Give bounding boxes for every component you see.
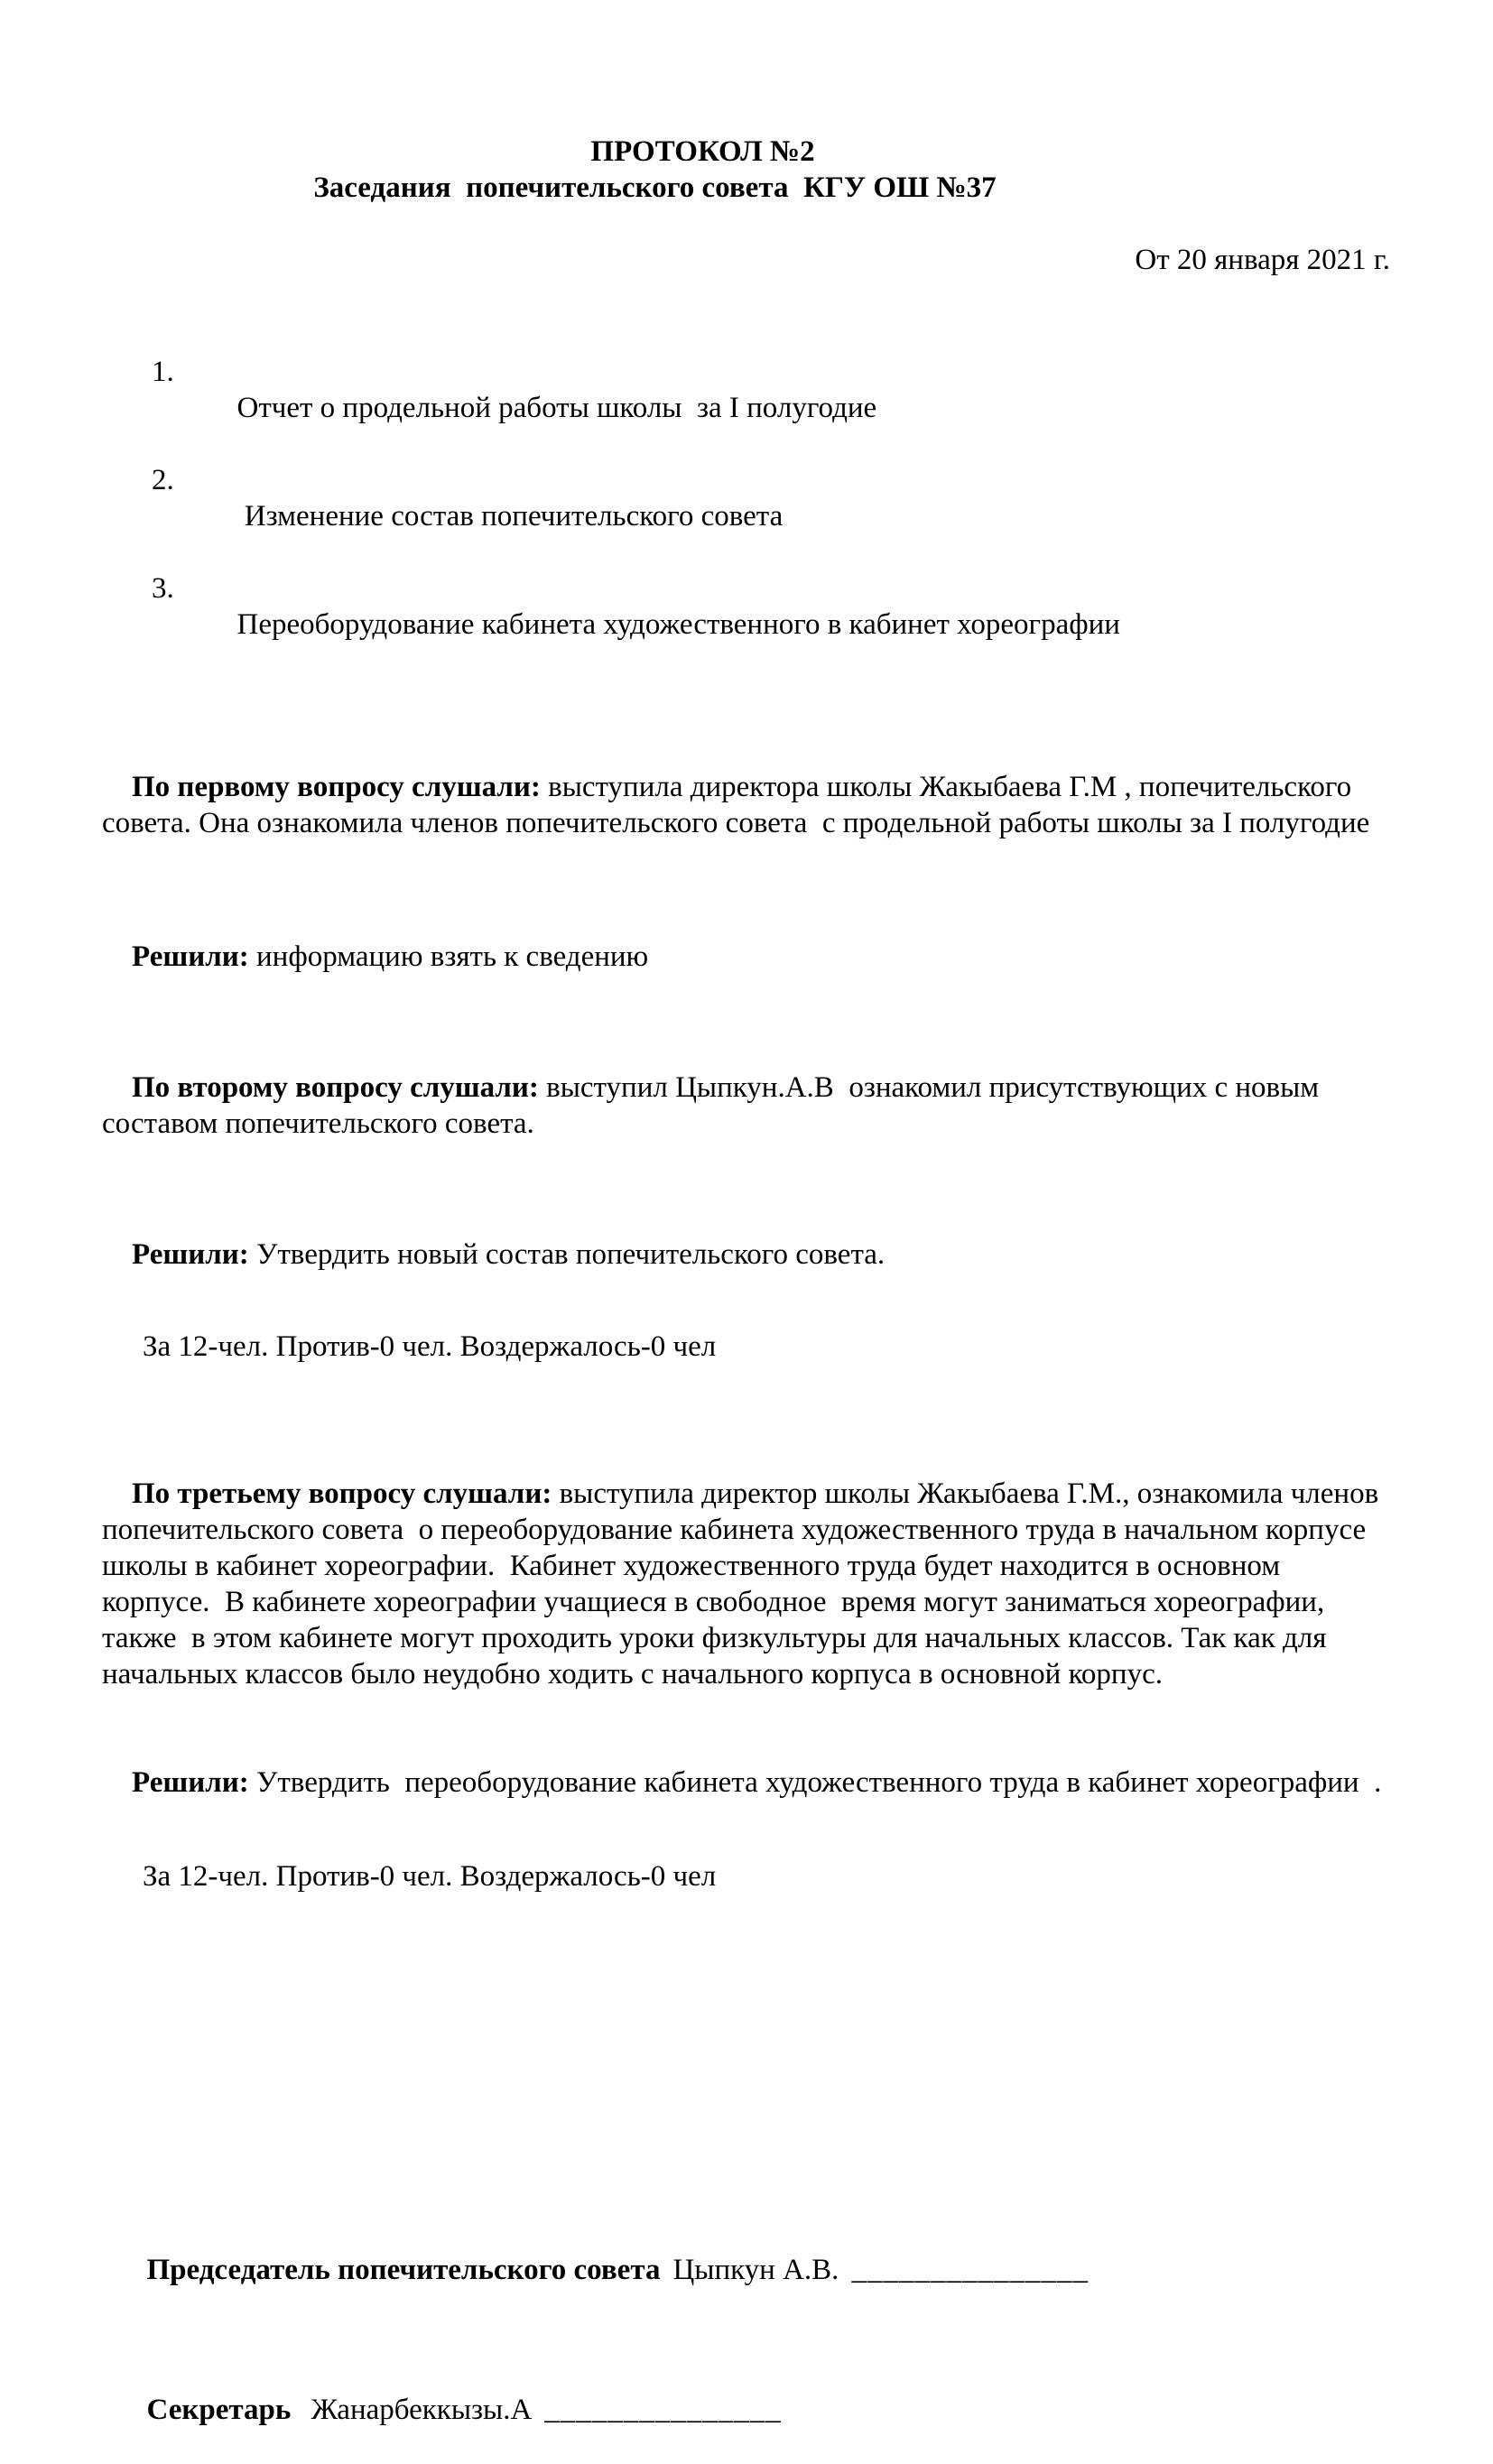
agenda-item-1 [102,354,1390,462]
chairman-role-label: Председатель попечительского совета [146,2254,661,2286]
agenda-item-1-text: Отчет о продельной работы школы за I полугодие [236,392,877,424]
question-3-heading: По третьему вопросу слушали: [132,1477,552,1510]
vote-result-2: За 12-чел. Против-0 чел. Воздержалось-0 чел [143,1860,717,1893]
resolution-2-paragraph [102,1200,1390,1309]
question-3-paragraph [102,1440,1390,1728]
agenda-item-3-text: Переоборудование кабинета художественного в кабинет хореографии [236,608,1120,641]
resolution-1-text: информацию взять к сведению [248,940,649,973]
resolution-2-heading: Решили: [132,1238,249,1271]
chairman-signature-line: _______________ [851,2254,1089,2286]
resolution-1-heading: Решили: [132,940,249,973]
resolution-2-text: Утвердить новый состав попечительского совета. [248,1238,886,1271]
agenda-item-3 [102,570,1390,679]
agenda-item-2 [102,462,1390,570]
agenda-item-2-text: Изменение состав попечительского совета [236,500,784,533]
resolution-3-text: Утвердить переоборудование кабинета художественного труда в кабинет хореографии . [248,1766,1382,1799]
agenda-list [102,354,1390,679]
resolution-3-paragraph [102,1728,1390,1837]
question-2-heading: По второму вопросу слушали: [132,1071,539,1104]
secretary-signature-line: _______________ [544,2394,782,2426]
vote-result-1: За 12-чел. Против-0 чел. Воздержалось-0 чел [143,1330,717,1363]
question-2-text: выступил Цыпкун.А.В ознакомил присутствующих с новым составом попечительского совета. [102,1071,1327,1140]
question-1-text: выступила директора школы Жакыбаева Г.М , попечительского совета. Она ознакомила членов попечительского совета с продельной работы школы за I полугодие [102,771,1370,839]
question-3-text: выступила директор школы Жакыбаева Г.М., ознакомила членов попечительского совета о переоборудование кабинета художественного труда в начальном корпусе школы в кабинет хореографии. Кабинет художественного труда будет находится в основном корпусе. В кабинете хореографии учащиеся в свободное время могут заниматься хореографии, также в этом кабинете могут проходить уроки физкультуры для начальных классов. Так как для начальных классов было неудобно ходить с начального корпуса в основной корпус. [102,1477,1386,1691]
document-date: От 20 января 2021 г. [1135,244,1390,276]
signature-block [102,2216,1390,2464]
question-1-paragraph [102,733,1390,877]
document-subtitle: Заседания попечительского совета КГУ ОШ №37 [313,171,997,204]
resolution-1-paragraph [102,903,1390,1011]
resolution-3-heading: Решили: [132,1766,249,1799]
secretary-role-label: Секретарь [146,2394,292,2426]
chairman-signature-row [102,2216,1390,2324]
secretary-name: Жанарбеккызы.А [303,2394,533,2426]
question-1-heading: По первому вопросу слушали: [132,771,541,803]
agenda-item-1-number: 1. [152,356,174,388]
chairman-name: Цыпкун А.В. [672,2254,839,2286]
document-title: ПРОТОКОЛ №2 [590,135,815,168]
secretary-signature-row [102,2356,1390,2464]
agenda-item-2-number: 2. [152,464,174,496]
question-2-paragraph [102,1033,1390,1178]
agenda-item-3-number: 3. [152,572,174,605]
